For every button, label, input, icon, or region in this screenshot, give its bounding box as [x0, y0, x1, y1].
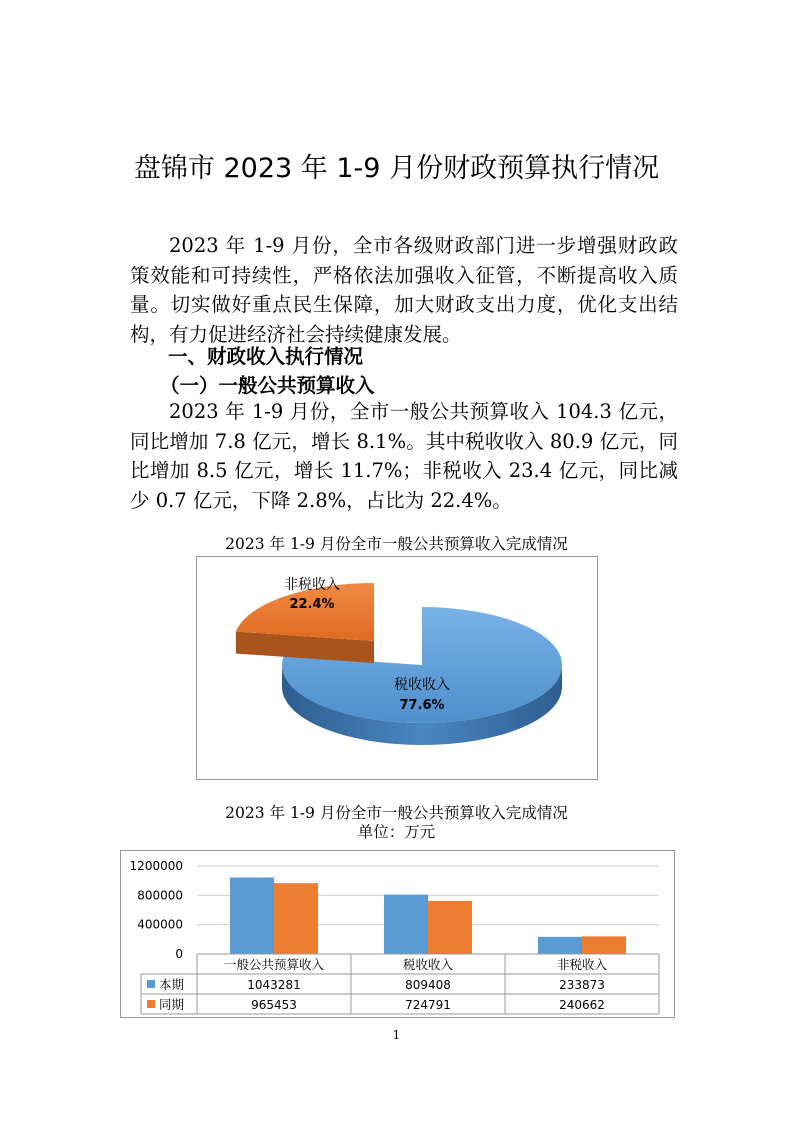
legend-swatch-同期: [147, 1000, 155, 1008]
table-cell: 965453: [251, 998, 297, 1012]
pie-chart-title: 2023 年 1-9 月份全市一般公共预算收入完成情况: [225, 535, 568, 553]
intro-paragraph: [130, 231, 678, 349]
y-tick-label: 400000: [137, 917, 183, 932]
bar-本期-0: [230, 877, 274, 954]
table-cell: 724791: [405, 998, 451, 1012]
y-tick-label: 0: [175, 947, 183, 961]
bar-同期-0: [274, 883, 318, 954]
page-title: 盘锦市 2023 年 1-9 月份财政预算执行情况: [133, 153, 660, 184]
bar-同期-2: [582, 936, 626, 954]
x-category-label: 非税收入: [556, 957, 608, 972]
table-cell: 233873: [559, 978, 605, 992]
table-cell: 809408: [405, 978, 451, 992]
bar-本期-2: [538, 937, 582, 954]
legend-label-同期: 同期: [159, 997, 185, 1012]
bar-本期-1: [384, 895, 428, 954]
legend-label-本期: 本期: [159, 977, 185, 992]
pie-label-nontax: 非税收入: [284, 577, 340, 593]
bar-chart-unit: 单位：万元: [357, 823, 436, 841]
bar-chart-svg: [121, 851, 674, 1017]
page-number: 1: [392, 1028, 401, 1042]
bar-chart: [120, 850, 675, 1018]
bar-同期-1: [428, 901, 472, 954]
table-cell: 240662: [559, 998, 605, 1012]
bar-chart-title: 2023 年 1-9 月份全市一般公共预算收入完成情况: [225, 804, 568, 822]
table-cell: 1043281: [247, 978, 301, 992]
pie-label-tax: 税收收入: [394, 677, 450, 693]
pie-percent-nontax: 22.4%: [289, 597, 335, 612]
legend-swatch-本期: [147, 980, 155, 988]
x-category-label: 一般公共预算收入: [223, 957, 325, 972]
y-tick-label: 800000: [137, 888, 183, 903]
revenue-paragraph: [130, 397, 678, 515]
section-heading-revenue: 一、财政收入执行情况: [168, 345, 364, 368]
revenue-text: 2023 年 1-9 月份，全市一般公共预算收入 104.3 亿元，同比增加 7.8 亿元，增长 8.1%。其中税收收入 80.9 亿元，同比增加 8.5 亿元，增长 11.7%；非税收入 23.4 亿元，同比减少 0.7 亿元，下降 2.8%，占比为 22.4%。: [130, 400, 678, 512]
pie-percent-tax: 77.6%: [399, 698, 445, 713]
pie-chart: [196, 556, 598, 780]
x-category-label: 税收收入: [402, 957, 454, 972]
pie-chart-svg: [197, 557, 597, 779]
intro-text: 2023 年 1-9 月份，全市各级财政部门进一步增强财政政策效能和可持续性，严格依法加强收入征管，不断提高收入质量。切实做好重点民生保障，加大财政支出力度，优化支出结构，有力促进经济社会持续健康发展。: [130, 234, 678, 346]
subsection-heading-general-budget: （一）一般公共预算收入: [160, 374, 375, 397]
y-tick-label: 1200000: [129, 859, 183, 873]
